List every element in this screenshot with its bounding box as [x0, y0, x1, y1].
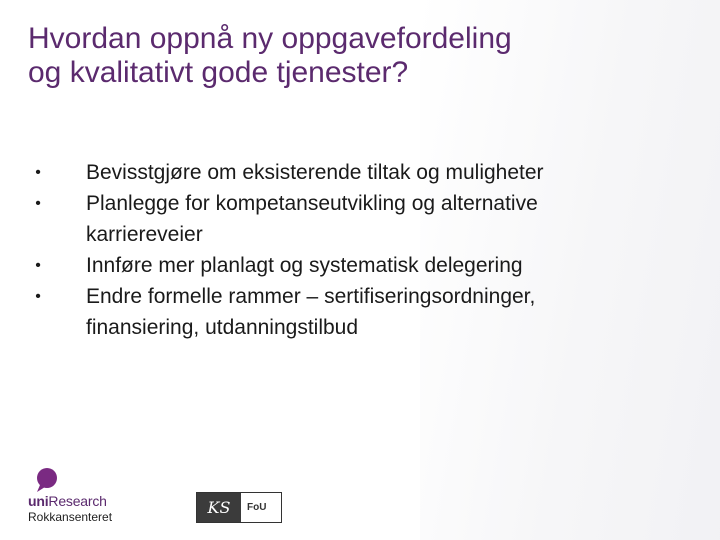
- slide-title: [28, 22, 688, 90]
- bullet-text: Endre formelle rammer – sertifiseringsordninger, finansiering, utdanningstilbud: [86, 285, 536, 339]
- department-label: Rokkansenteret: [28, 510, 113, 524]
- bullet-text: Planlegge for kompetanseutvikling og alternative karriereveier: [86, 192, 538, 246]
- bullet-icon: •: [35, 164, 41, 181]
- title-line-1: Hvordan oppnå ny oppgavefordeling: [28, 22, 512, 55]
- fou-label: FoU: [247, 502, 267, 513]
- uni-research-wordmark: [28, 493, 107, 509]
- bullet-text: Bevisstgjøre om eksisterende tiltak og muligheter: [86, 161, 544, 184]
- bullet-list: [28, 157, 648, 343]
- uni-research-mark-icon: [34, 467, 60, 493]
- bullet-icon: •: [35, 195, 41, 212]
- bullet-item: [28, 188, 648, 250]
- title-line-2: og kvalitativt gode tjenester?: [28, 56, 409, 89]
- bullet-icon: •: [35, 288, 41, 305]
- bullet-item: [28, 281, 648, 343]
- uni-prefix: uni: [28, 493, 49, 509]
- bullet-item: [28, 157, 648, 188]
- ks-mark: KS: [197, 493, 241, 522]
- uni-research-logo: [28, 467, 138, 527]
- bullet-text: Innføre mer planlagt og systematisk delegering: [86, 254, 523, 277]
- ks-fou-logo: [196, 492, 282, 523]
- bullet-item: [28, 250, 648, 281]
- uni-name: Research: [48, 493, 107, 509]
- bullet-icon: •: [35, 257, 41, 274]
